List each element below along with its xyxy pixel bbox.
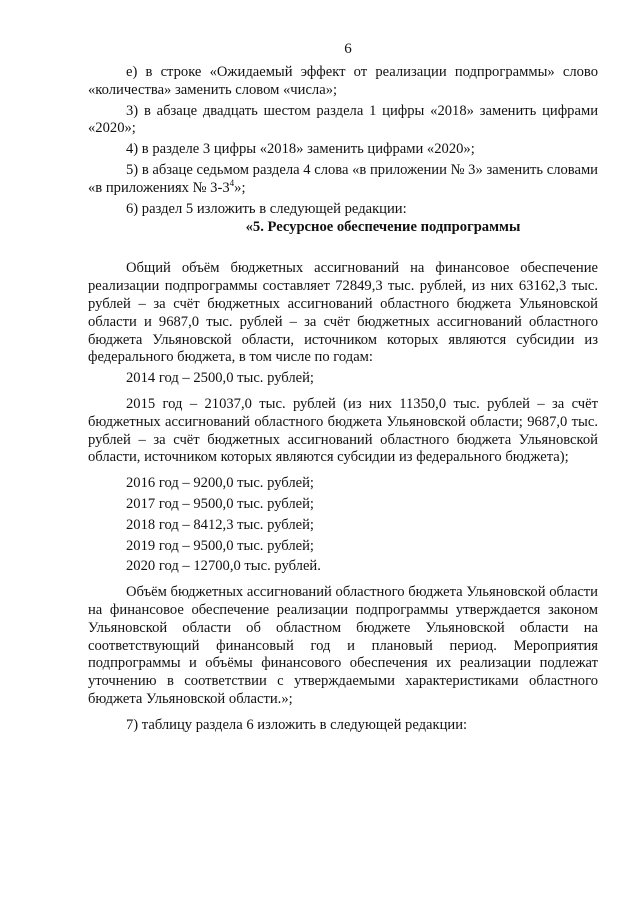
year-2015: 2015 год – 21037,0 тыс. рублей (из них 11350,0 тыс. рублей – за счёт бюджетных ассигнований областного бюджета Ульяновской области; 9687,0 тыс. рублей – за счёт бюджетных ассигнований областного бюджета Ульяновской области, источником которых являются субсидии из федерального бюджета); [88, 395, 598, 466]
paragraph-4: 4) в разделе 3 цифры «2018» заменить цифрами «2020»; [126, 141, 475, 158]
paragraph-7: 7) таблицу раздела 6 изложить в следующей редакции: [126, 716, 468, 733]
paragraph-e: е) в строке «Ожидаемый эффект от реализации подпрограммы» слово «количества» заменить словом «числа»; [88, 64, 598, 98]
year-2019: 2019 год – 9500,0 тыс. рублей; [126, 537, 314, 554]
paragraph-5-text: 5) в абзаце седьмом раздела 4 слова «в приложении № 3» заменить словами «в приложениях № 3-3 [88, 161, 598, 196]
paragraph-5-end: »; [234, 179, 246, 196]
year-2017: 2017 год – 9500,0 тыс. рублей; [126, 495, 314, 512]
closing-paragraph: Объём бюджетных ассигнований областного бюджета Ульяновской области на финансовое обеспечение реализации подпрограммы утверждается законом Ульяновской области об областном бюджете Ульяновской области на соответствующий финансовый год и плановый период. Мероприятия подпрограммы и объёмы финансового обеспечения их реализации подлежат уточнению в соответствии с утверждаемыми характеристиками областного бюджета Ульяновской области.»; [88, 584, 598, 707]
section-title: «5. Ресурсное обеспечение подпрограммы [245, 219, 521, 236]
intro-paragraph: Общий объём бюджетных ассигнований на финансовое обеспечение реализации подпрограммы составляет 72849,3 тыс. рублей, из них 63162,3 тыс. рублей – за счёт бюджетных ассигнований областного бюджета Ульяновской области и 9687,0 тыс. рублей – за счёт бюджетных ассигнований областного бюджета Ульяновской области, источником которых являются субсидии из федерального бюджета, в том числе по годам: [88, 260, 598, 366]
year-2016: 2016 год – 9200,0 тыс. рублей; [126, 475, 314, 492]
years-list [88, 370, 598, 576]
paragraph-5-superscript: 4 [229, 177, 235, 188]
paragraph-6: 6) раздел 5 изложить в следующей редакции: [126, 200, 407, 217]
paragraph-3: 3) в абзаце двадцать шестом раздела 1 цифры «2018» заменить цифрами «2020»; [88, 102, 598, 137]
year-2020: 2020 год – 12700,0 тыс. рублей. [126, 558, 321, 575]
year-2014: 2014 год – 2500,0 тыс. рублей; [126, 370, 314, 387]
paragraph-5 [88, 162, 598, 198]
year-2018: 2018 год – 8412,3 тыс. рублей; [126, 516, 314, 533]
page-number: 6 [344, 41, 352, 57]
